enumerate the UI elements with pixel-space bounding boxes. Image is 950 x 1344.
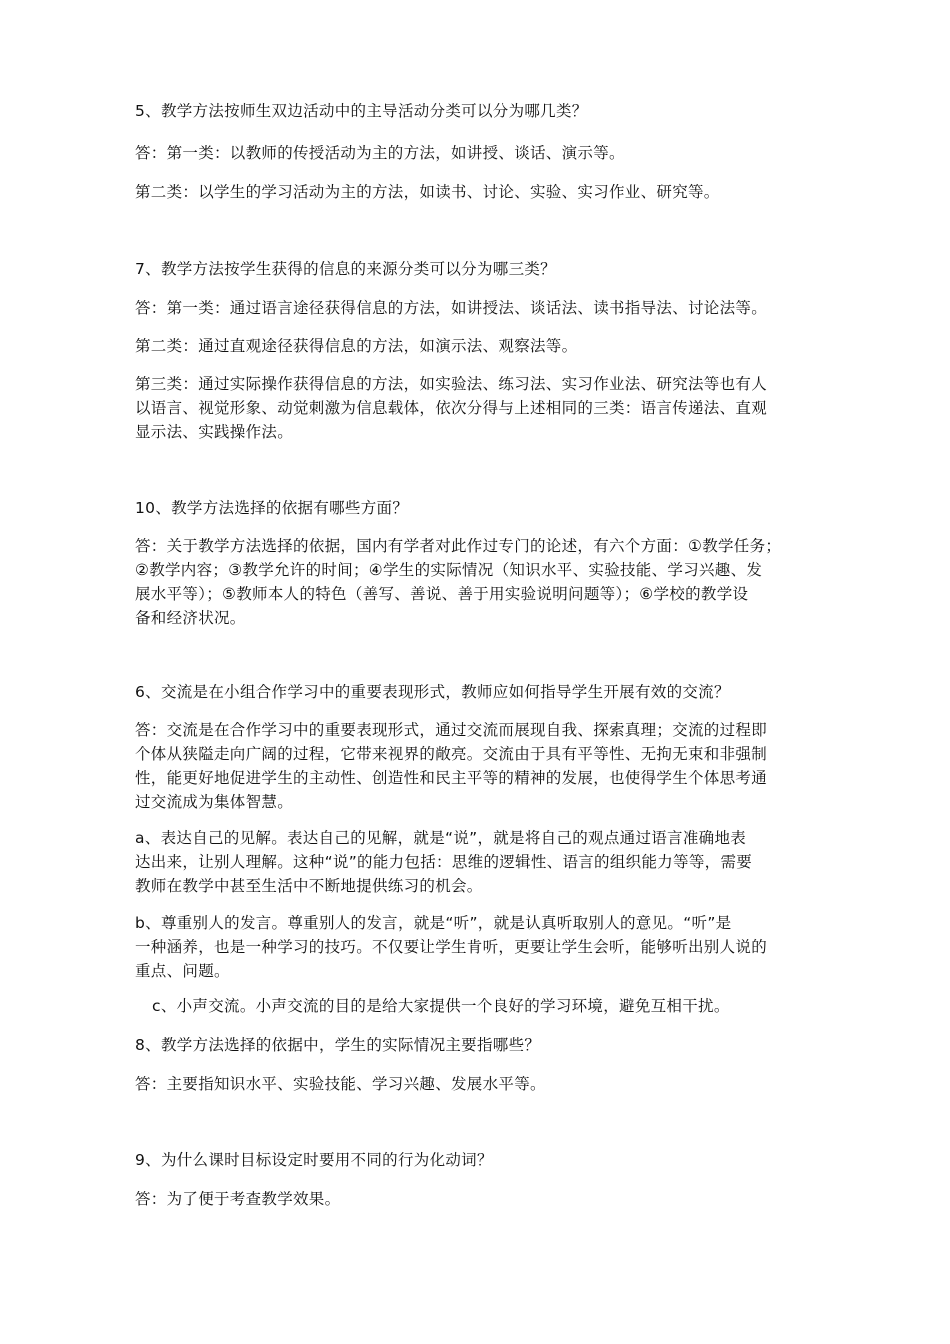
- answer-6-point-c: c、小声交流。小声交流的目的是给大家提供一个良好的学习环境，避免互相干扰。: [152, 997, 730, 1015]
- answer-6-intro: 答：交流是在合作学习中的重要表现形式，通过交流而展现自我、探索真理；交流的过程即 个体从狭隘走向广阔的过程，它带来视界的敞亮。交流由于具有平等性、无拘无束和非强制 性，能更好地促进学生的主动性、创造性和民主平等的精神的发展，也使得学生个体思考通 过交流成为集体智慧。: [135, 721, 768, 811]
- answer-8: 答：主要指知识水平、实验技能、学习兴趣、发展水平等。: [135, 1075, 546, 1093]
- question-10: 10、教学方法选择的依据有哪些方面？: [135, 499, 409, 517]
- question-8: 8、教学方法选择的依据中，学生的实际情况主要指哪些？: [135, 1036, 541, 1054]
- answer-10: 答：关于教学方法选择的依据，国内有学者对此作过专门的论述，有六个方面：①教学任务； ②教学内容；③教学允许的时间；④学生的实际情况（知识水平、实验技能、学习兴趣、发 展水平等）；⑤教师本人的特色（善写、善说、善于用实验说明问题等）；⑥学校的教学设 备和经济状况。: [135, 537, 782, 627]
- answer-5-part-2: 第二类：以学生的学习活动为主的方法，如读书、讨论、实验、实习作业、研究等。: [135, 183, 720, 201]
- question-7: 7、教学方法按学生获得的信息的来源分类可以分为哪三类？: [135, 260, 556, 278]
- question-9: 9、为什么课时目标设定时要用不同的行为化动词？: [135, 1151, 493, 1169]
- answer-5-part-1: 答：第一类：以教师的传授活动为主的方法，如讲授、谈话、演示等。: [135, 144, 625, 162]
- answer-7-part-3: 第三类：通过实际操作获得信息的方法，如实验法、练习法、实习作业法、研究法等也有人 以语言、视觉形象、动觉刺激为信息载体，依次分得与上述相同的三类：语言传递法、直观 显示法、实践操作法。: [135, 375, 768, 441]
- question-6: 6、交流是在小组合作学习中的重要表现形式，教师应如何指导学生开展有效的交流？: [135, 683, 730, 701]
- document-page: [135, 0, 825, 1344]
- answer-6-point-a: a、表达自己的见解。表达自己的见解，就是“说”，就是将自己的观点通过语言准确地表 达出来，让别人理解。这种“说”的能力包括：思维的逻辑性、语言的组织能力等等，需要 教师在教学中甚至生活中不断地提供练习的机会。: [135, 829, 753, 895]
- answer-7-part-2: 第二类：通过直观途径获得信息的方法，如演示法、观察法等。: [135, 337, 578, 355]
- question-5: 5、教学方法按师生双边活动中的主导活动分类可以分为哪几类？: [135, 102, 588, 120]
- answer-9: 答：为了便于考查教学效果。: [135, 1190, 341, 1208]
- answer-6-point-b: b、尊重别人的发言。尊重别人的发言，就是“听”，就是认真听取别人的意见。“听”是 一种涵养，也是一种学习的技巧。不仅要让学生肯听，更要让学生会听，能够听出别人说的 重点、问题。: [135, 914, 768, 980]
- answer-7-part-1: 答：第一类：通过语言途径获得信息的方法，如讲授法、谈话法、读书指导法、讨论法等。: [135, 299, 768, 317]
